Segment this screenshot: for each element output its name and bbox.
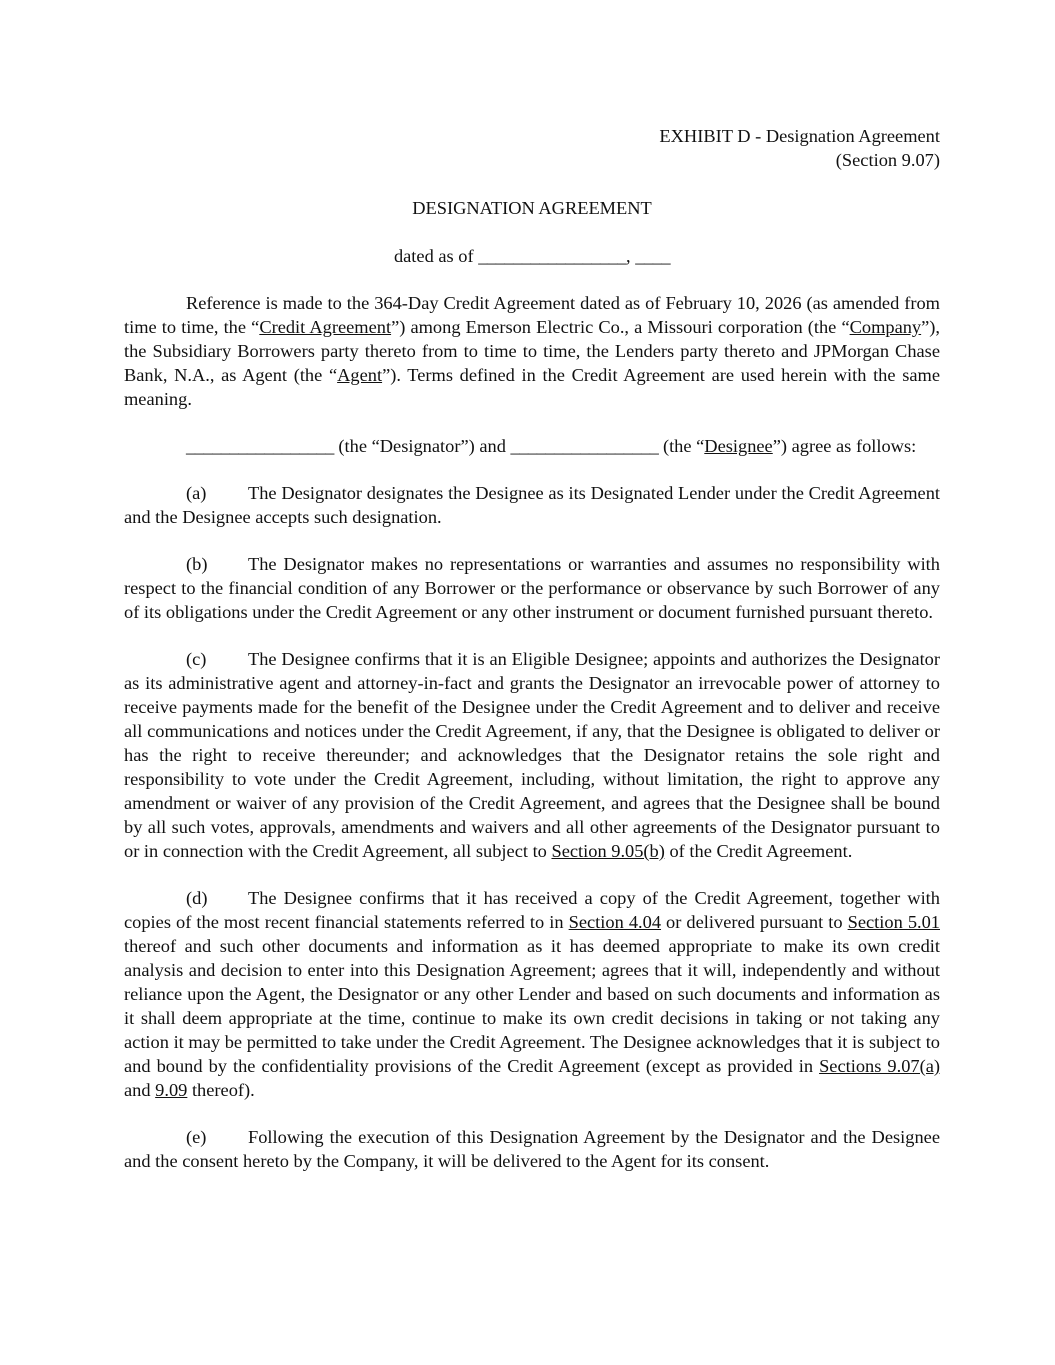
clause-d-text-2: or delivered pursuant to — [661, 912, 848, 932]
document-body — [124, 124, 940, 1173]
intro-text-1: Reference is made to the 364-Day Credit Agreement dated as of February 10, 2026 (as amended from time to time, the “ — [124, 293, 940, 337]
clause-c-text-2: of the Credit Agreement. — [664, 841, 853, 861]
exhibit-title: EXHIBIT D - Designation Agreement — [659, 126, 940, 146]
parties-text-1: (the “Designator”) and — [333, 436, 511, 456]
clause-d-label: (d) — [186, 888, 208, 908]
dated-line — [124, 244, 940, 268]
section-ref-9-07-a: Sections 9.07(a) — [819, 1056, 940, 1076]
defined-term-designee: Designee — [704, 436, 773, 456]
clause-e-label: (e) — [186, 1127, 207, 1147]
clause-d-text-1: The Designee confirms that it has received a copy of the Credit Agreement, together with copies of the most recent financial statements referred to in — [124, 888, 940, 932]
defined-term-agent: Agent — [337, 365, 383, 385]
section-ref-9-05-b: Section 9.05(b) — [551, 841, 665, 861]
intro-paragraph — [124, 291, 940, 411]
clause-a — [124, 481, 940, 529]
intro-text-3: ”), the Subsidiary Borrowers party thereto from to time to time, the Lenders party thereto and JPMorgan Chase Bank, N.A., as Agent (the “ — [124, 317, 941, 385]
parties-text-2: (the “ — [658, 436, 705, 456]
clause-c-label: (c) — [186, 649, 207, 669]
designator-blank: _________________ — [186, 436, 334, 456]
clause-a-label: (a) — [186, 483, 207, 503]
year-blank: ____ — [635, 246, 671, 266]
clause-d-text-5: thereof). — [187, 1080, 255, 1100]
clause-e — [124, 1125, 940, 1173]
clause-d — [124, 886, 940, 1102]
intro-text-4: ”). Terms defined in the Credit Agreement are used herein with the same meaning. — [124, 365, 940, 409]
date-blank: _________________ — [478, 246, 627, 266]
clause-b — [124, 552, 940, 624]
exhibit-header — [124, 124, 940, 172]
clause-b-text: The Designator makes no representations or warranties and assumes no responsibility with respect to the financial condition of any Borrower or the performance or observance by such Borrower of any of its obligations under the Credit Agreement or any other instrument or document furnished pursuant thereto. — [124, 554, 940, 622]
intro-text-2: ”) among Emerson Electric Co., a Missouri corporation (the “ — [391, 317, 850, 337]
designee-blank: _________________ — [510, 436, 659, 456]
defined-term-credit-agreement: Credit Agreement — [259, 317, 392, 337]
parties-text-3: ”) agree as follows: — [772, 436, 917, 456]
parties-paragraph — [124, 434, 940, 458]
clause-a-text: The Designator designates the Designee as its Designated Lender under the Credit Agreement and the Designee accepts such designation. — [124, 483, 940, 527]
defined-term-company: Company — [849, 317, 922, 337]
exhibit-section-reference: (Section 9.07) — [835, 150, 940, 170]
clause-e-text: Following the execution of this Designation Agreement by the Designator and the Designee and the consent hereto by the Company, it will be delivered to the Agent for its consent. — [124, 1127, 940, 1171]
clause-c — [124, 647, 940, 863]
section-ref-9-09: 9.09 — [155, 1080, 188, 1100]
clause-d-text-3: thereof and such other documents and information as it has deemed appropriate to make its own credit analysis and decision to enter into this Designation Agreement; agrees that it will, independently and without reliance upon the Agent, the Designator or any other Lender and based on such documents and information as it shall deem appropriate at the time, continue to make its own credit decisions in taking or not taking any action it may be permitted to take under the Credit Agreement. The Designee acknowledges that it is subject to and bound by the confidentiality provisions of the Credit Agreement (except as provided in — [124, 936, 940, 1076]
document-title: DESIGNATION AGREEMENT — [412, 198, 652, 218]
clause-c-text-1: The Designee confirms that it is an Eligible Designee; appoints and authorizes the Designator as its administrative agent and attorney-in-fact and grants the Designator an irrevocable power of attorney to receive payments made for the benefit of the Designee under the Credit Agreement and to deliver and receive all communications and notices under the Credit Agreement, if any, that the Designee is obligated to deliver or has the right to receive thereunder; and acknowledges that the Designator retains the sole right and responsibility to vote under the Credit Agreement, including, without limitation, the right to approve any amendment or waiver of any provision of the Credit Agreement, and agrees that the Designee shall be bound by all such votes, approvals, amendments and waivers and all other agreements of the Designator pursuant to or in connection with the Credit Agreement, all subject to — [124, 649, 940, 861]
section-ref-5-01: Section 5.01 — [847, 912, 940, 932]
clause-d-text-4: and — [124, 1080, 156, 1100]
clause-b-label: (b) — [186, 554, 208, 574]
section-ref-4-04: Section 4.04 — [568, 912, 662, 932]
dated-prefix: dated as of — [393, 246, 474, 266]
dated-comma: , — [626, 246, 631, 266]
